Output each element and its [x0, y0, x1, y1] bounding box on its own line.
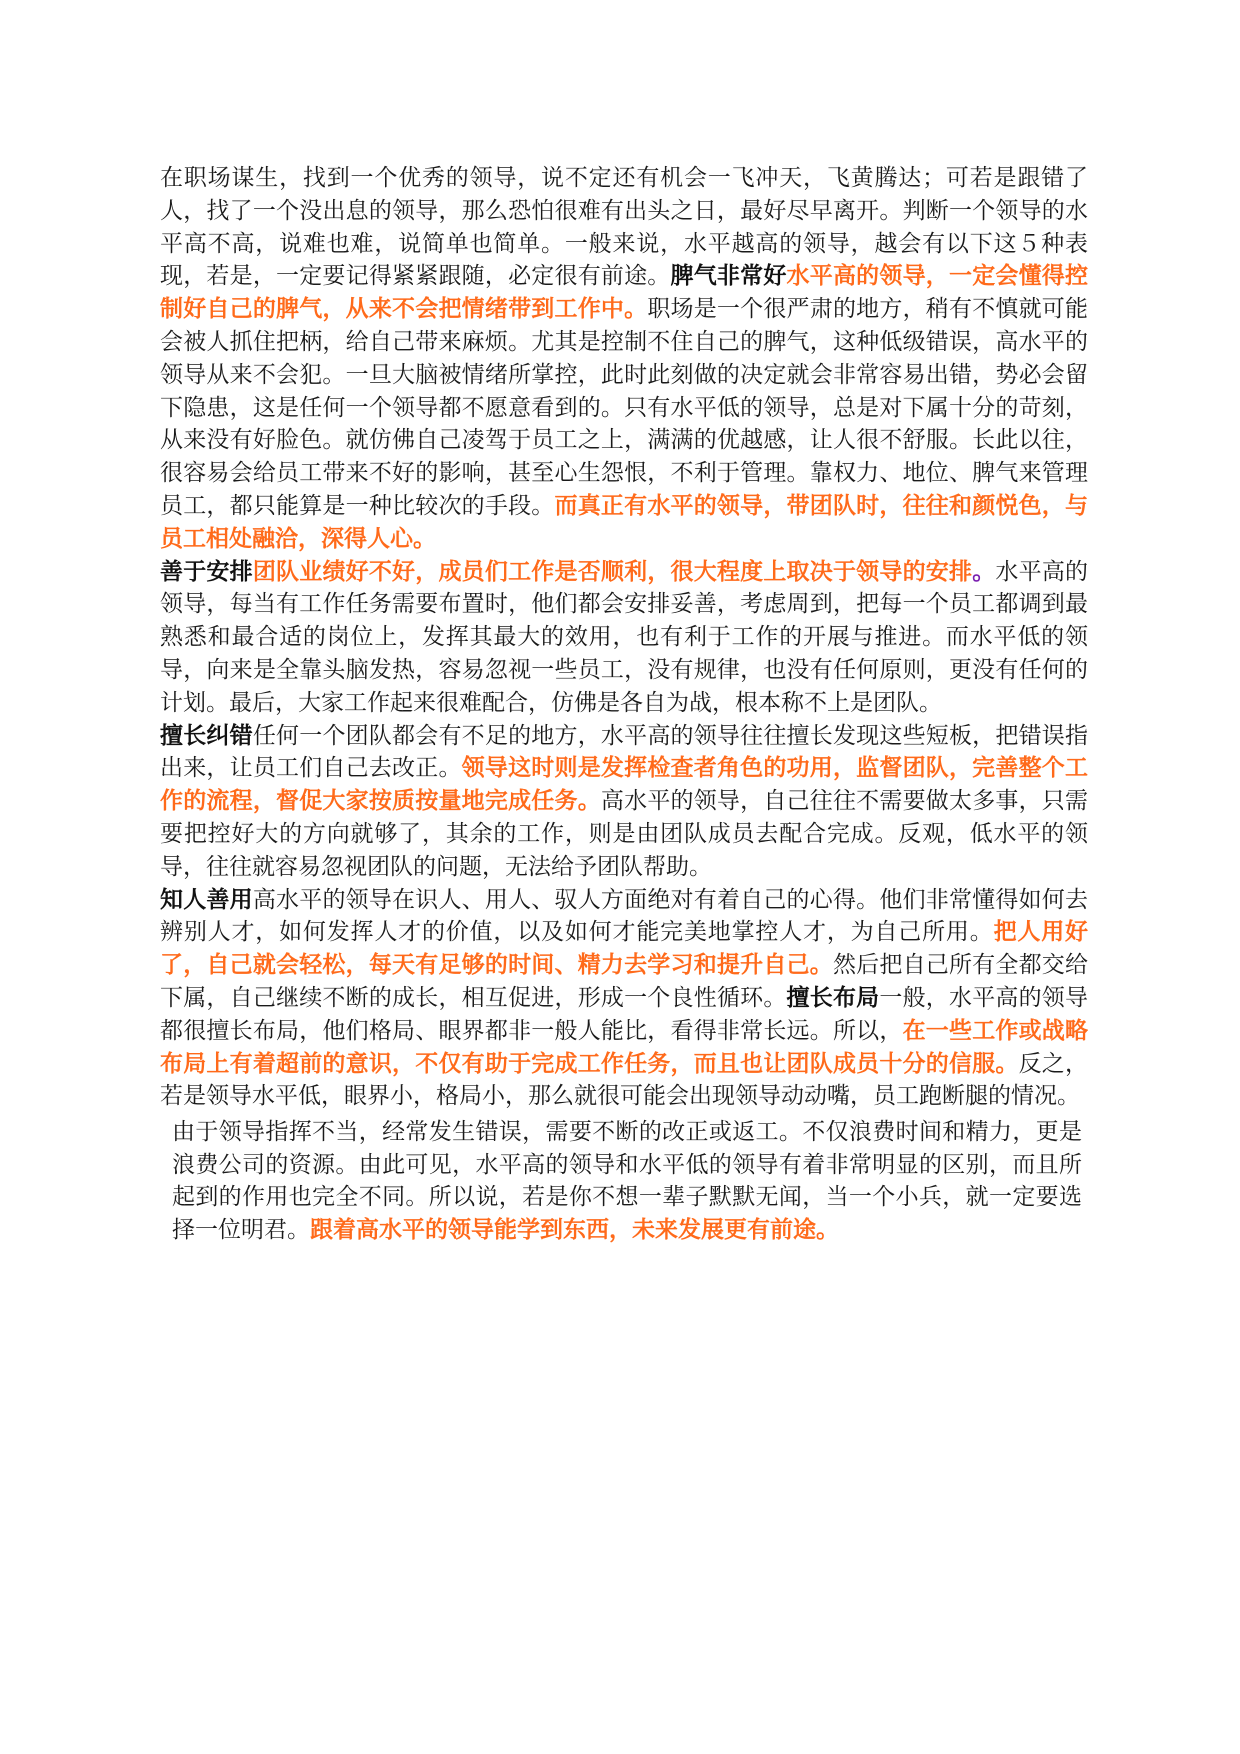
section-heading-temper: 脾气非常好 [670, 263, 787, 290]
highlight-arrange: 团队业绩好不好，成员们工作是否顺利，很大程度上取决于领导的安排 [252, 558, 973, 585]
highlight-correct: 领导这时则是发挥检查者角色的功用，监督团队，完善整个工作的流程，督促大家按质按量地完成任务。 [160, 755, 1089, 815]
section-heading-people: 知人善用 [160, 886, 253, 913]
highlight-closing: 跟着高水平的领导能学到东西，未来发展更有前途。 [310, 1216, 839, 1243]
highlight-layout: 在一些工作或战略布局上有着超前的意识，不仅有助于完成工作任务，而且也让团队成员十分的信服。 [160, 1017, 1089, 1077]
correct-intro-text: 任何一个团队都会有不足的地方，水平高的领导往往擅长发现这些短板，把错误指出来，让员工们自己去改正。 [160, 722, 1089, 782]
document-body [160, 162, 1088, 1246]
closing-paragraph [172, 1116, 1082, 1246]
highlight-temper: 水平高的领导，一定会懂得控制好自己的脾气，从来不会把情绪带到工作中。 [160, 263, 1089, 323]
correct-paragraph [160, 720, 1088, 884]
layout-body-text: 反之，若是领导水平低，眼界小，格局小，那么就很可能会出现领导动动嘴，员工跑断腿的情况。 [160, 1050, 1089, 1110]
correct-body-text: 高水平的领导，自己往往不需要做太多事，只需要把控好大的方向就够了，其余的工作，则是由团队成员去配合完成。反观，低水平的领导，往往就容易忽视团队的问题，无法给予团队帮助。 [160, 788, 1089, 880]
intro-paragraph [160, 162, 1088, 556]
section-heading-arrange: 善于安排 [160, 558, 253, 585]
closing-text: 由于领导指挥不当，经常发生错误，需要不断的改正或返工。不仅浪费时间和精力，更是浪费公司的资源。由此可见，水平高的领导和水平低的领导有着非常明显的区别，而且所起到的作用也完全不同。所以说，若是你不想一辈子默默无闻，当一个小兵，就一定要选择一位明君。 [172, 1119, 1082, 1243]
people-body-text: 然后把自己所有全都交给下属，自己继续不断的成长，相互促进，形成一个良性循环。 [160, 952, 1089, 1011]
temper-body-text: 职场是一个很严肃的地方，稍有不慎就可能会被人抓住把柄，给自己带来麻烦。尤其是控制不住自己的脾气，这种低级错误，高水平的领导从来不会犯。一旦大脑被情绪所掌控，此时此刻做的决定就会非常容易出错，势必会留下隐患，这是任何一个领导都不愿意看到的。只有水平低的领导，总是对下属十分的苛刻，从来没有好脸色。就仿佛自己凌驾于员工之上，满满的优越感，让人很不舒服。长此以往，很容易会给员工带来不好的影响，甚至心生怨恨，不利于管理。靠权力、地位、脾气来管理员工，都只能算是一种比较次的手段。 [160, 296, 1089, 519]
people-paragraph [160, 884, 1088, 1114]
highlight-people: 把人用好了，自己就会轻松，每天有足够的时间、精力去学习和提升自己。 [160, 919, 1089, 979]
people-intro-text: 高水平的领导在识人、用人、驭人方面绝对有着自己的心得。他们非常懂得如何去辨别人才，如何发挥人才的价值，以及如何才能完美地掌控人才，为自己所用。 [160, 886, 1089, 946]
highlight-temper-conclusion: 而真正有水平的领导，带团队时，往往和颜悦色，与员工相处融洽，深得人心。 [160, 492, 1089, 552]
arrange-paragraph [160, 556, 1088, 720]
intro-text: 在职场谋生，找到一个优秀的领导，说不定还有机会一飞冲天，飞黄腾达；可若是跟错了人，找了一个没出息的领导，那么恐怕很难有出头之日，最好尽早离开。判断一个领导的水平高不高，说难也难，说简单也简单。一般来说，水平越高的领导，越会有以下这５种表现，若是，一定要记得紧紧跟随，必定很有前途。 [160, 165, 1088, 290]
layout-intro-text: 一般，水平高的领导都很擅长布局，他们格局、眼界都非一般人能比，看得非常长远。所以， [160, 984, 1089, 1044]
section-heading-layout: 擅长布局 [786, 984, 880, 1011]
arrange-period-mark: 。 [972, 558, 996, 585]
arrange-body-text: 水平高的领导，每当有工作任务需要布置时，他们都会安排妥善，考虑周到，把每一个员工都调到最熟悉和最合适的岗位上，发挥其最大的效用，也有利于工作的开展与推进。而水平低的领导，向来是全靠头脑发热，容易忽视一些员工，没有规律，也没有任何原则，更没有任何的计划。最后，大家工作起来很难配合，仿佛是各自为战，根本称不上是团队。 [160, 558, 1089, 716]
section-heading-correct: 擅长纠错 [160, 722, 253, 749]
